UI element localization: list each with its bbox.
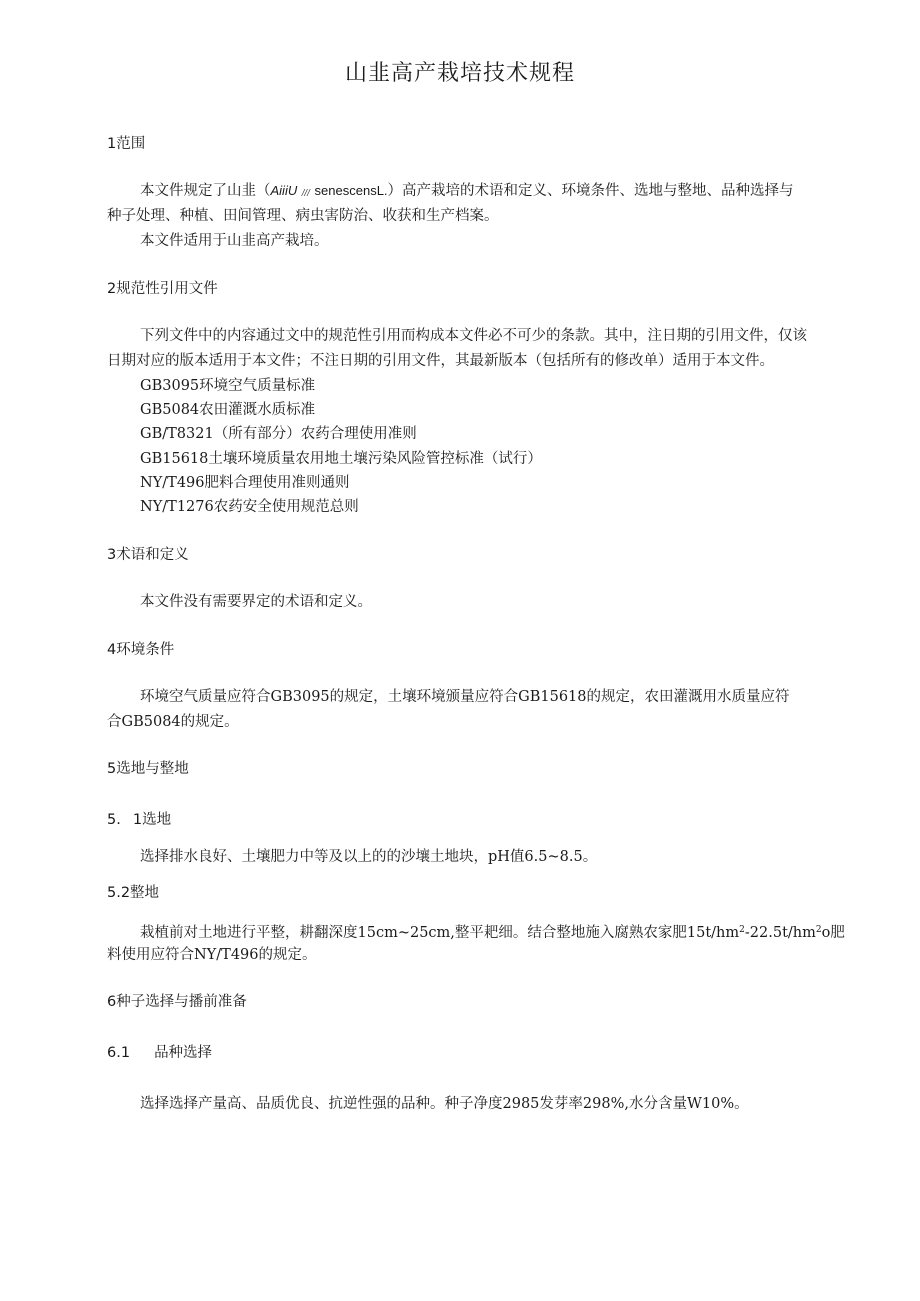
text-run: o肥: [821, 925, 845, 941]
reference-item: GB/T8321（所有部分）农药合理使用准则: [140, 426, 417, 442]
reference-item: NY/T496肥料合理使用准则通则: [140, 475, 350, 491]
section-1-paragraph-1-line-2: 种子处理、种植、田间管理、病虫害防治、收获和生产档案。: [107, 208, 499, 224]
section-3-heading: 3术语和定义: [107, 547, 189, 563]
page-title: 山韭高产栽培技术规程: [344, 61, 575, 86]
reference-item: GB15618土壤环境质量农用地土壤污染风险管控标准（试行）: [140, 451, 542, 467]
text-run: ）高产栽培的术语和定义、环境条件、选地与整地、品种选择与: [387, 183, 794, 199]
latin-name: AiiiU: [270, 183, 298, 198]
superscript: 2: [815, 925, 822, 935]
subsection-number: 5.: [107, 812, 121, 828]
section-4-paragraph-line-2: 合GB5084的规定。: [107, 714, 239, 730]
subsection-title: 1选地: [132, 812, 172, 828]
section-1-paragraph-2: 本文件适用于山韭高产栽培。: [140, 233, 329, 249]
section-1-heading: 1范围: [107, 136, 146, 152]
text-run: 栽植前对土地进行平整，耕翻深度15cm~25cm,整平耙细。结合整地施入腐熟农家肥15t/hm: [140, 925, 740, 941]
subsection-5-1-paragraph: 选择排水良好、土壤肥力中等及以上的的沙壤土地块，pH值6.5~8.5。: [140, 849, 598, 865]
subsection-title: 品种选择: [154, 1045, 213, 1061]
reference-item: GB3095环境空气质量标准: [140, 378, 316, 394]
subsection-6-1-heading: [107, 1043, 212, 1063]
subsection-5-2-heading: 5.2整地: [107, 885, 160, 901]
subsection-5-2-paragraph-line-1: [140, 920, 845, 943]
latin-name-2: senescensL.: [314, 183, 388, 198]
subsection-number: 6.1: [107, 1045, 131, 1061]
subsection-6-1-paragraph: 选择选择产量高、品质优良、抗逆性强的品种。种子净度2985发芽率298%,水分含量W10%。: [140, 1096, 749, 1112]
section-4-heading: 4环境条件: [107, 642, 175, 658]
section-6-heading: 6种子选择与播前准备: [107, 994, 247, 1010]
text-run: -22.5t/hm: [744, 925, 816, 941]
section-4-paragraph-line-1: 环境空气质量应符合GB3095的规定，土壤环境颁量应符合GB15618的规定，农田灌溉用水质量应符: [140, 689, 790, 705]
section-1-paragraph-1: [140, 181, 794, 203]
reference-item: NY/T1276农药安全使用规范总则: [140, 499, 359, 515]
subsection-5-2-paragraph-line-2: 料使用应符合NY/T496的规定。: [107, 947, 317, 963]
latin-name-mark: ///: [301, 188, 310, 197]
section-2-heading: 2规范性引用文件: [107, 281, 218, 297]
subsection-5-1-heading: [107, 810, 171, 830]
section-2-paragraph-line-2: 日期对应的版本适用于本文件；不注日期的引用文件，其最新版本（包括所有的修改单）适用于本文件。: [107, 353, 774, 369]
text-run: 本文件规定了山韭（: [140, 183, 271, 199]
section-2-paragraph-line-1: 下列文件中的内容通过文中的规范性引用而构成本文件必不可少的条款。其中，注日期的引用文件，仅该: [140, 328, 807, 344]
reference-item: GB5084农田灌溉水质标准: [140, 402, 316, 418]
section-3-paragraph: 本文件没有需要界定的术语和定义。: [140, 594, 372, 610]
section-5-heading: 5选地与整地: [107, 761, 189, 777]
superscript: 2: [739, 925, 745, 935]
